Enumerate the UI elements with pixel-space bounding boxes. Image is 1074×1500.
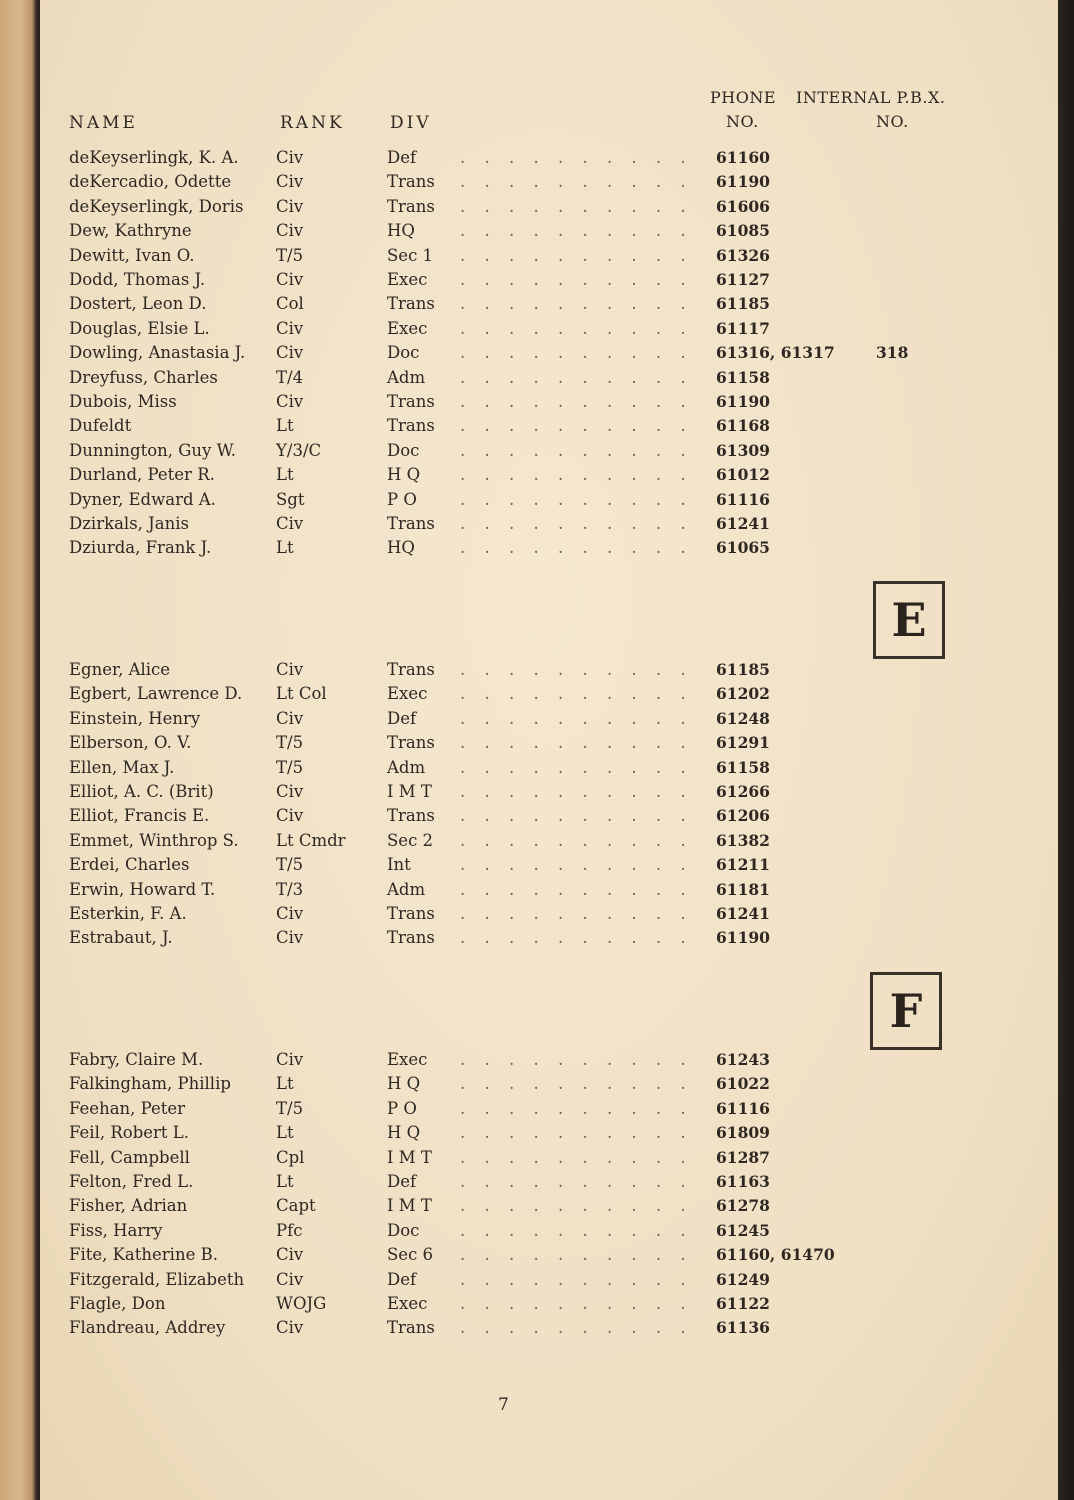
header-rank: RANK (280, 113, 345, 133)
leader-dots: . . . . . . . . . . (460, 1196, 693, 1216)
entry-div: Exec (387, 270, 428, 289)
leader-dots: . . . . . . . . . . (460, 660, 693, 679)
entry-div: H Q (387, 465, 421, 485)
entry-phone: 61287 (716, 1147, 770, 1167)
entry-phone: 61122 (716, 1294, 770, 1313)
entry-rank: Civ (276, 1318, 304, 1338)
entry-phone: 61266 (716, 782, 770, 801)
entry-div: Trans (387, 1318, 435, 1338)
entry-name: Erdei, Charles (69, 855, 190, 875)
entry-div: Trans (387, 928, 435, 948)
entry-phone: 61065 (716, 538, 770, 558)
leader-dots: . . . . . . . . . . (460, 757, 693, 777)
entry-name: Flagle, Don (69, 1294, 166, 1313)
leader-dots: . . . . . . . . . . (460, 1050, 693, 1069)
entry-phone: 61241 (716, 904, 770, 923)
entry-phone: 61316, 61317 (716, 343, 835, 363)
leader-dots: . . . . . . . . . . (460, 928, 693, 948)
entry-rank: Civ (276, 148, 304, 167)
entry-name: Feehan, Peter (69, 1098, 186, 1118)
entry-rank: Lt (276, 1074, 294, 1094)
leader-dots: . . . . . . . . . . (460, 684, 693, 704)
entry-rank: Civ (276, 904, 304, 923)
entry-div: P O (387, 1098, 417, 1118)
leader-dots: . . . . . . . . . . (460, 221, 693, 241)
entry-rank: T/4 (276, 367, 304, 387)
entry-rank: Civ (276, 392, 304, 411)
entry-phone: 61809 (716, 1123, 770, 1143)
entry-phone: 61116 (716, 489, 770, 509)
leader-dots: . . . . . . . . . . (460, 879, 693, 899)
entry-name: deKeyserlingk, K. A. (69, 148, 239, 167)
entry-rank: T/5 (276, 1098, 304, 1118)
entry-rank: Y/3/C (276, 440, 322, 460)
entry-div: Def (387, 1172, 417, 1191)
entry-rank: T/3 (276, 879, 304, 899)
entry-name: Elliot, A. C. (Brit) (69, 782, 214, 801)
leader-dots: . . . . . . . . . . (460, 1074, 693, 1094)
entry-div: H Q (387, 1123, 421, 1143)
page-edge-shadow (1058, 0, 1074, 1500)
leader-dots: . . . . . . . . . . (460, 392, 693, 411)
entry-rank: Civ (276, 270, 304, 289)
entry-phone: 61382 (716, 830, 770, 850)
entry-name: Dowling, Anastasia J. (69, 343, 246, 363)
entry-name: Dufeldt (69, 416, 132, 436)
entry-rank: Civ (276, 196, 304, 216)
entry-phone: 61326 (716, 245, 770, 265)
entry-name: Fite, Katherine B. (69, 1245, 218, 1265)
entry-div: Doc (387, 440, 420, 460)
leader-dots: . . . . . . . . . . (460, 245, 693, 265)
entry-rank: Col (276, 294, 304, 314)
entry-phone: 61160 (716, 148, 770, 167)
entry-div: Adm (387, 879, 426, 899)
entry-name: Estrabaut, J. (69, 928, 173, 948)
leader-dots: . . . . . . . . . . (460, 830, 693, 850)
leader-dots: . . . . . . . . . . (460, 1172, 693, 1191)
leader-dots: . . . . . . . . . . (460, 440, 693, 460)
leader-dots: . . . . . . . . . . (460, 1318, 693, 1338)
header-div: DIV (390, 113, 432, 133)
entry-name: Flandreau, Addrey (69, 1318, 226, 1338)
entry-name: Durland, Peter R. (69, 465, 215, 485)
entry-div: Sec 1 (387, 245, 434, 265)
leader-dots: . . . . . . . . . . (460, 1220, 693, 1240)
entry-div: Exec (387, 1294, 428, 1313)
entry-phone: 61168 (716, 416, 770, 436)
entry-phone: 61085 (716, 221, 770, 241)
entry-name: Dreyfuss, Charles (69, 367, 218, 387)
entry-phone: 61241 (716, 514, 770, 533)
leader-dots: . . . . . . . . . . (460, 196, 693, 216)
entry-rank: Civ (276, 708, 304, 728)
entry-rank: Civ (276, 1269, 304, 1289)
leader-dots: . . . . . . . . . . (460, 489, 693, 509)
entry-phone: 61158 (716, 757, 770, 777)
entry-rank: Civ (276, 1245, 304, 1265)
entry-name: Douglas, Elsie L. (69, 318, 210, 338)
leader-dots: . . . . . . . . . . (460, 1245, 693, 1265)
entry-div: HQ (387, 221, 415, 241)
entry-div: Trans (387, 196, 435, 216)
entry-phone: 61163 (716, 1172, 770, 1191)
entry-div: Sec 6 (387, 1245, 434, 1265)
leader-dots: . . . . . . . . . . (460, 172, 693, 192)
directory-page (40, 0, 1058, 1500)
header-pbx-line1: INTERNAL P.B.X. (796, 88, 946, 107)
entry-phone: 61181 (716, 879, 770, 899)
entry-rank: Capt (276, 1196, 316, 1216)
entry-rank: Pfc (276, 1220, 303, 1240)
leader-dots: . . . . . . . . . . (460, 1098, 693, 1118)
entry-name: Dostert, Leon D. (69, 294, 207, 314)
entry-rank: Civ (276, 318, 304, 338)
entry-name: Dewitt, Ivan O. (69, 245, 195, 265)
entry-div: I M T (387, 1196, 432, 1216)
header-pbx-line2: NO. (876, 112, 909, 131)
section-e-letter-box: E (873, 581, 945, 659)
leader-dots: . . . . . . . . . . (460, 294, 693, 314)
entry-phone: 61248 (716, 708, 770, 728)
entry-div: Trans (387, 392, 435, 411)
leader-dots: . . . . . . . . . . (460, 708, 693, 728)
page-number: 7 (498, 1395, 509, 1415)
entry-name: Esterkin, F. A. (69, 904, 187, 923)
leader-dots: . . . . . . . . . . (460, 1294, 693, 1313)
entry-phone: 61249 (716, 1269, 770, 1289)
entry-phone: 61022 (716, 1074, 770, 1094)
entry-phone: 61190 (716, 172, 770, 192)
entry-div: Doc (387, 1220, 420, 1240)
entry-name: Dziurda, Frank J. (69, 538, 212, 558)
entry-rank: Lt Cmdr (276, 830, 346, 850)
book-spine (0, 0, 40, 1500)
leader-dots: . . . . . . . . . . (460, 1123, 693, 1143)
entry-phone: 61185 (716, 294, 770, 314)
entry-name: deKeyserlingk, Doris (69, 196, 244, 216)
entry-name: Dzirkals, Janis (69, 514, 189, 533)
entry-name: Elberson, O. V. (69, 733, 192, 753)
entry-name: Egbert, Lawrence D. (69, 684, 243, 704)
entry-div: Trans (387, 660, 435, 679)
leader-dots: . . . . . . . . . . (460, 538, 693, 558)
entry-name: Fiss, Harry (69, 1220, 163, 1240)
entry-phone: 61117 (716, 318, 770, 338)
entry-rank: Lt Col (276, 684, 327, 704)
entry-phone: 61190 (716, 392, 770, 411)
entry-phone: 61206 (716, 806, 770, 826)
entry-name: Dyner, Edward A. (69, 489, 216, 509)
entry-rank: Civ (276, 343, 304, 363)
entry-phone: 61116 (716, 1098, 770, 1118)
entry-phone: 61202 (716, 684, 770, 704)
entry-name: Dubois, Miss (69, 392, 177, 411)
entry-phone: 61012 (716, 465, 770, 485)
entry-phone: 61309 (716, 440, 770, 460)
entry-div: Exec (387, 318, 428, 338)
leader-dots: . . . . . . . . . . (460, 806, 693, 826)
leader-dots: . . . . . . . . . . (460, 343, 693, 363)
leader-dots: . . . . . . . . . . (460, 514, 693, 533)
leader-dots: . . . . . . . . . . (460, 416, 693, 436)
leader-dots: . . . . . . . . . . (460, 855, 693, 875)
entry-div: Int (387, 855, 411, 875)
leader-dots: . . . . . . . . . . (460, 270, 693, 289)
entry-div: H Q (387, 1074, 421, 1094)
entry-name: Einstein, Henry (69, 708, 201, 728)
entry-phone: 61211 (716, 855, 770, 875)
entry-name: Falkingham, Phillip (69, 1074, 231, 1094)
entry-div: Exec (387, 1050, 428, 1069)
entry-div: Trans (387, 294, 435, 314)
entry-rank: T/5 (276, 855, 304, 875)
entry-name: Fisher, Adrian (69, 1196, 188, 1216)
entry-name: Ellen, Max J. (69, 757, 175, 777)
entry-phone: 61291 (716, 733, 770, 753)
entry-rank: Lt (276, 1172, 294, 1191)
entry-phone: 61160, 61470 (716, 1245, 835, 1265)
entry-rank: Civ (276, 221, 304, 241)
entry-phone: 61127 (716, 270, 770, 289)
entry-div: Trans (387, 806, 435, 826)
entry-rank: Civ (276, 928, 304, 948)
section-f-letter-box: F (870, 972, 942, 1050)
leader-dots: . . . . . . . . . . (460, 318, 693, 338)
entry-phone: 61243 (716, 1050, 770, 1069)
entry-div: Sec 2 (387, 830, 434, 850)
entry-rank: Lt (276, 538, 294, 558)
entry-div: Def (387, 708, 417, 728)
leader-dots: . . . . . . . . . . (460, 148, 693, 167)
entry-name: Erwin, Howard T. (69, 879, 216, 899)
entry-rank: Civ (276, 806, 304, 826)
entry-phone: 61158 (716, 367, 770, 387)
entry-rank: Civ (276, 660, 304, 679)
leader-dots: . . . . . . . . . . (460, 1147, 693, 1167)
entry-phone: 61190 (716, 928, 770, 948)
entry-div: Trans (387, 416, 435, 436)
entry-phone: 61185 (716, 660, 770, 679)
entry-rank: T/5 (276, 757, 304, 777)
entry-pbx: 318 (876, 343, 909, 363)
entry-rank: Lt (276, 465, 294, 485)
entry-rank: Sgt (276, 489, 305, 509)
entry-div: Doc (387, 343, 420, 363)
entry-div: I M T (387, 782, 432, 801)
leader-dots: . . . . . . . . . . (460, 904, 693, 923)
entry-div: Def (387, 1269, 417, 1289)
entry-name: Dodd, Thomas J. (69, 270, 206, 289)
entry-div: Trans (387, 514, 435, 533)
entry-phone: 61278 (716, 1196, 770, 1216)
header-phone-line1: PHONE (710, 88, 777, 107)
entry-rank: Civ (276, 782, 304, 801)
leader-dots: . . . . . . . . . . (460, 1269, 693, 1289)
entry-name: Fitzgerald, Elizabeth (69, 1269, 245, 1289)
entry-rank: Civ (276, 514, 304, 533)
entry-name: Fabry, Claire M. (69, 1050, 204, 1069)
entry-rank: Civ (276, 172, 304, 192)
entry-rank: T/5 (276, 733, 304, 753)
entry-div: Exec (387, 684, 428, 704)
entry-name: Emmet, Winthrop S. (69, 830, 239, 850)
entry-name: Egner, Alice (69, 660, 171, 679)
entry-div: HQ (387, 538, 415, 558)
entry-name: deKercadio, Odette (69, 172, 232, 192)
leader-dots: . . . . . . . . . . (460, 465, 693, 485)
entry-div: Adm (387, 367, 426, 387)
entry-phone: 61606 (716, 196, 770, 216)
leader-dots: . . . . . . . . . . (460, 733, 693, 753)
header-name: NAME (69, 113, 138, 133)
entry-div: Adm (387, 757, 426, 777)
entry-div: P O (387, 489, 417, 509)
entry-name: Fell, Campbell (69, 1147, 190, 1167)
entry-rank: T/5 (276, 245, 304, 265)
header-phone-line2: NO. (726, 112, 759, 131)
leader-dots: . . . . . . . . . . (460, 367, 693, 387)
entry-name: Dunnington, Guy W. (69, 440, 236, 460)
entry-div: Trans (387, 172, 435, 192)
entry-name: Dew, Kathryne (69, 221, 192, 241)
entry-div: Trans (387, 733, 435, 753)
entry-rank: WOJG (276, 1294, 327, 1313)
entry-phone: 61245 (716, 1220, 770, 1240)
leader-dots: . . . . . . . . . . (460, 782, 693, 801)
entry-div: Trans (387, 904, 435, 923)
entry-div: I M T (387, 1147, 432, 1167)
entry-rank: Lt (276, 1123, 294, 1143)
entry-div: Def (387, 148, 417, 167)
entry-rank: Lt (276, 416, 294, 436)
entry-name: Feil, Robert L. (69, 1123, 190, 1143)
entry-rank: Cpl (276, 1147, 305, 1167)
entry-rank: Civ (276, 1050, 304, 1069)
entry-name: Elliot, Francis E. (69, 806, 210, 826)
entry-name: Felton, Fred L. (69, 1172, 194, 1191)
entry-phone: 61136 (716, 1318, 770, 1338)
